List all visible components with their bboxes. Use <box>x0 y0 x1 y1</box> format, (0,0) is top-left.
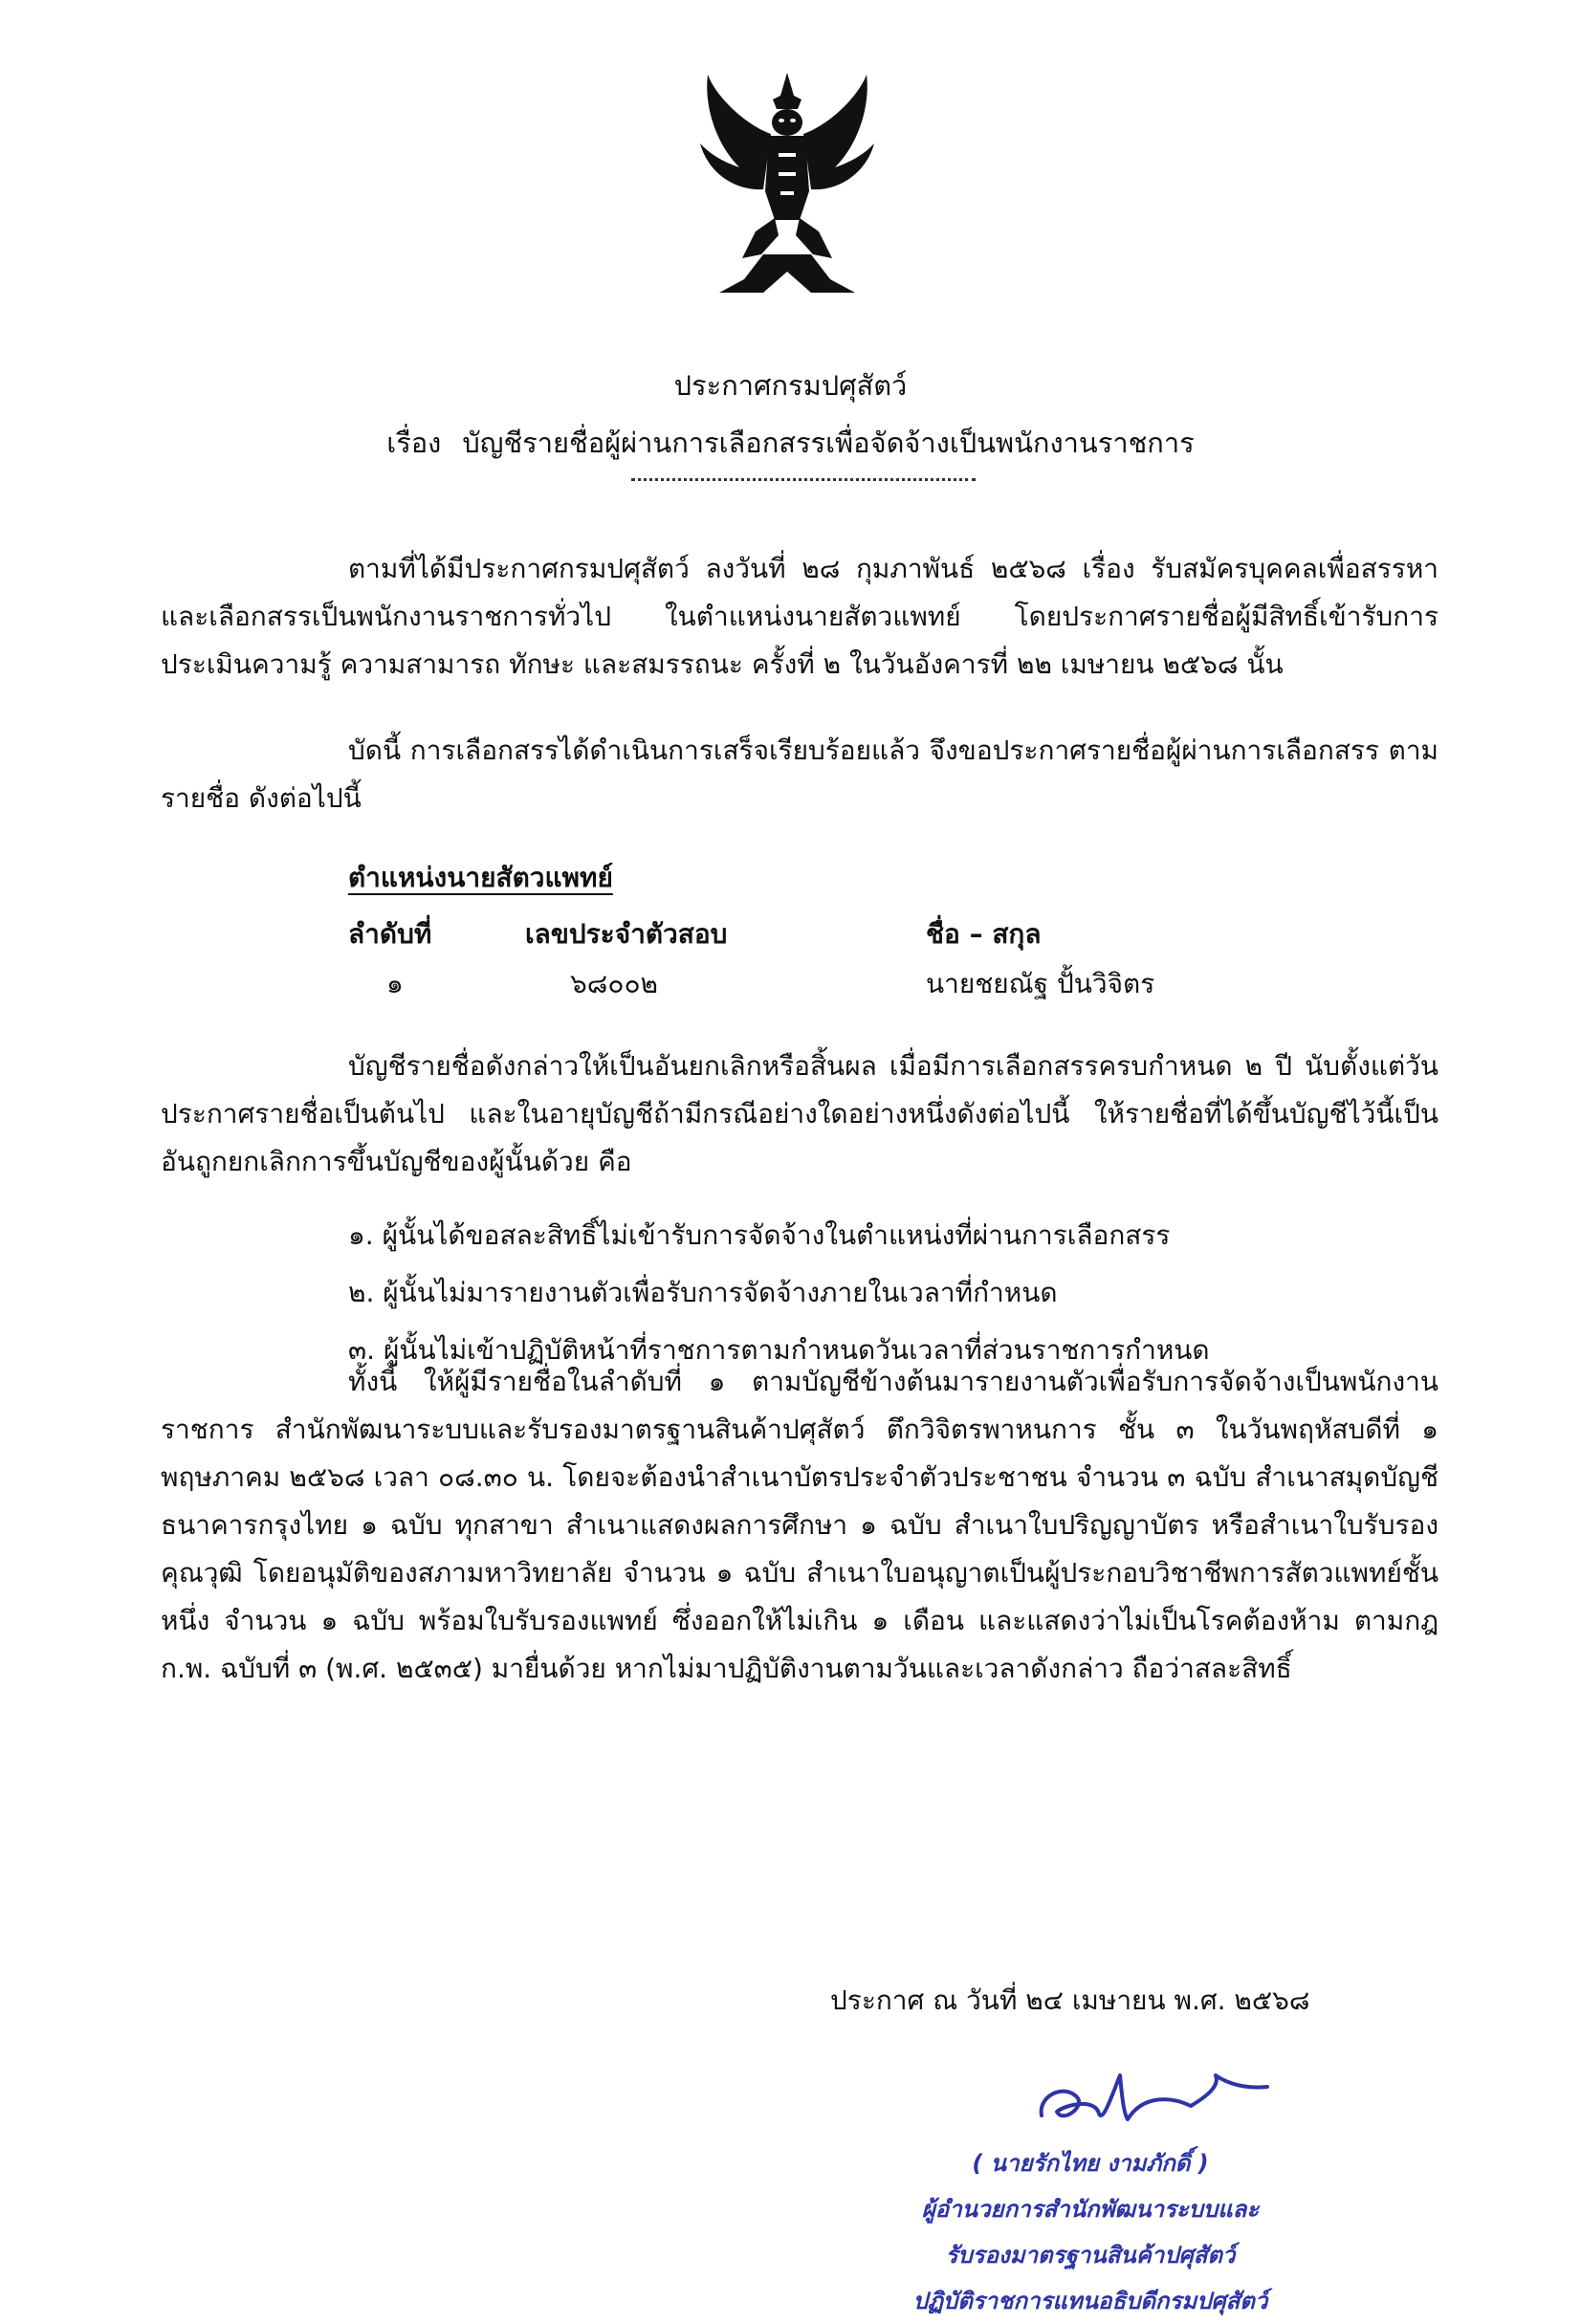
cell-exam-id: ๖๘๐๐๒ <box>570 968 659 999</box>
table-row <box>348 963 1209 1013</box>
condition-item: ๓. ผู้นั้นไม่เข้าปฏิบัติหน้าที่ราชการตามกำหนดวันเวลาที่ส่วนราชการกำหนด <box>348 1334 1210 1366</box>
signer-title: รับรองมาตรฐานสินค้าปศุสัตว์ <box>945 2242 1236 2269</box>
signature-icon <box>1028 2056 1277 2142</box>
condition-item: ๒. ผู้นั้นไม่มารายงานตัวเพื่อรับการจัดจ้างภายในเวลาที่กำหนด <box>348 1277 1058 1308</box>
subject-label: เรื่อง <box>386 427 442 459</box>
signer-name: ( นายรักไทย งามภักดิ์ ) <box>972 2150 1209 2177</box>
signer-title: ผู้อำนวยการสำนักพัฒนาระบบและ <box>921 2196 1260 2223</box>
signer-title: ปฏิบัติราชการแทนอธิบดีกรมปศุสัตว์ <box>912 2288 1268 2314</box>
cell-order: ๑ <box>386 968 404 999</box>
position-title: ตำแหน่งนายสัตวแพทย์ <box>348 862 613 893</box>
paragraph-instructions: ทั้งนี้ ให้ผู้มีรายชื่อในลำดับที่ ๑ ตามบัญชีข้างต้นมารายงานตัวเพื่อรับการจัดจ้างเป็นพนักงานราชการ สำนักพัฒนาระบบและรับรองมาตรฐานสินค้าปศุสัตว์ ตึกวิจิตรพาหนการ ชั้น ๓ ในวันพฤหัสบดีที่ ๑ พฤษภาคม ๒๕๖๘ เวลา ๐๘.๓๐ น. โดยจะต้องนำสำเนาบัตรประจำตัวประชาชน จำนวน ๓ ฉบับ สำเนาสมุดบัญชีธนาคารกรุงไทย ๑ ฉบับ ทุกสาขา สำเนาแสดงผลการศึกษา ๑ ฉบับ สำเนาใบปริญญาบัตร หรือสำเนาใบรับรองคุณวุฒิ โดยอนุมัติของสภามหาวิทยาลัย จำนวน ๑ ฉบับ สำเนาใบอนุญาตเป็นผู้ประกอบวิชาชีพการสัตวแพทย์ชั้นหนึ่ง จำนวน ๑ ฉบับ พร้อมใบรับรองแพทย์ ซึ่งออกให้ไม่เกิน ๑ เดือน และแสดงว่าไม่เป็นโรคต้องห้าม ตามกฎ ก.พ. ฉบับที่ ๓ (พ.ศ. ๒๕๓๕) มายื่นด้วย หากไม่มาปฏิบัติงานตามวันและเวลาดังกล่าว ถือว่าสละสิทธิ์ <box>161 1366 1438 1684</box>
announcement-subject <box>0 421 1581 465</box>
paragraph-announcement: บัดนี้ การเลือกสรรได้ดำเนินการเสร็จเรียบร้อยแล้ว จึงขอประกาศรายชื่อผู้ผ่านการเลือกสรร ตามรายชื่อ ดังต่อไปนี้ <box>161 734 1438 814</box>
header-order: ลำดับที่ <box>348 918 432 950</box>
condition-item: ๑. ผู้นั้นได้ขอสละสิทธิ์ไม่เข้ารับการจัดจ้างในตำแหน่งที่ผ่านการเลือกสรร <box>348 1219 1171 1251</box>
results-table <box>348 913 1209 1013</box>
signer-block <box>851 2140 1329 2324</box>
dotted-divider <box>631 478 976 481</box>
header-name: ชื่อ – สกุล <box>926 918 1042 950</box>
paragraph-background: ตามที่ได้มีประกาศกรมปศุสัตว์ ลงวันที่ ๒๘ กุมภาพันธ์ ๒๕๖๘ เรื่อง รับสมัครบุคคลเพื่อสรรหาและเลือกสรรเป็นพนักงานราชการทั่วไป ในตำแหน่งนายสัตวแพทย์ โดยประกาศรายชื่อผู้มีสิทธิ์เข้ารับการประเมินความรู้ ความสามารถ ทักษะ และสมรรถนะ ครั้งที่ ๒ ในวันอังคารที่ ๒๒ เมษายน ๒๕๖๘ นั้น <box>161 553 1438 680</box>
header-exam-id: เลขประจำตัวสอบ <box>525 918 728 950</box>
announcement-date: ประกาศ ณ วันที่ ๒๔ เมษายน พ.ศ. ๒๕๖๘ <box>830 1984 1310 2016</box>
garuda-emblem-icon <box>687 67 888 306</box>
announcement-title: ประกาศกรมปศุสัตว์ <box>673 369 908 402</box>
table-header <box>348 913 1209 963</box>
cell-name: นายชยณัฐ ปั้นวิจิตร <box>926 968 1155 999</box>
paragraph-validity: บัญชีรายชื่อดังกล่าวให้เป็นอันยกเลิกหรือสิ้นผล เมื่อมีการเลือกสรรครบกำหนด ๒ ปี นับตั้งแต่วันประกาศรายชื่อเป็นต้นไป และในอายุบัญชีถ้ามีกรณีอย่างใดอย่างหนึ่งดังต่อไปนี้ ให้รายชื่อที่ได้ขึ้นบัญชีไว้นี้เป็นอันถูกยกเลิกการขึ้นบัญชีของผู้นั้นด้วย คือ <box>161 1050 1438 1177</box>
subject-text: บัญชีรายชื่อผู้ผ่านการเลือกสรรเพื่อจัดจ้างเป็นพนักงานราชการ <box>462 427 1195 459</box>
